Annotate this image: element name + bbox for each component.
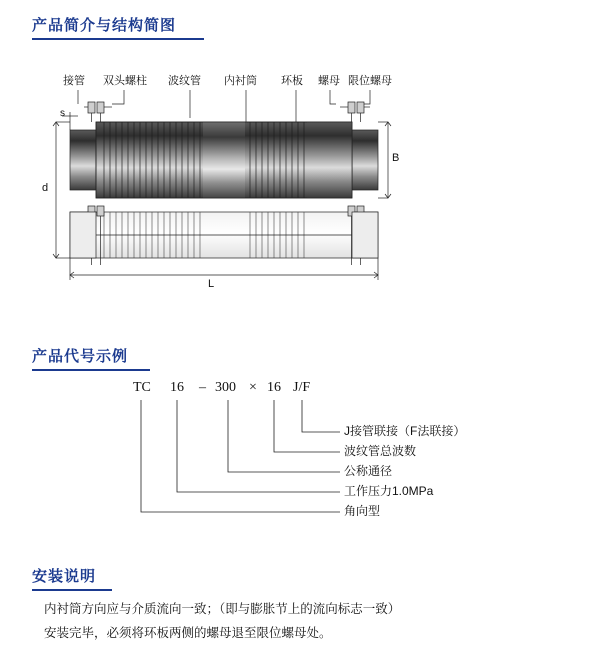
code-desc-wave-count: 波纹管总波数	[344, 444, 417, 458]
dimension-label-B: B	[392, 152, 400, 164]
structure-diagram-svg	[0, 60, 600, 310]
intro-title-rule	[32, 38, 204, 40]
code-token-jf: J/F	[293, 380, 311, 395]
code-token-pressure: 16	[170, 380, 184, 395]
code-token-waves: 16	[267, 380, 281, 395]
dimension-label-L: L	[208, 278, 215, 290]
code-token-tc: TC	[133, 380, 151, 395]
code-section-title: 产品代号示例	[32, 348, 129, 365]
install-note-2: 安装完毕，必须将环板两侧的螺母退至限位螺母处。	[44, 626, 332, 640]
code-token-times: ×	[249, 380, 257, 395]
install-note-1: 内衬筒方向应与介质流向一致；（即与膨胀节上的流向标志一致）	[44, 602, 401, 616]
dimension-label-s: s	[60, 108, 65, 119]
structure-diagram	[0, 60, 600, 310]
code-desc-working-pressure: 工作压力1.0MPa	[344, 484, 434, 498]
callout-label-bowenguan: 波纹管	[168, 75, 201, 87]
callout-label-huanban: 环板	[281, 75, 303, 87]
install-title-rule	[32, 589, 112, 591]
code-desc-connection: J接管联接（F法联接）	[344, 424, 466, 438]
callout-label-luomu: 螺母	[318, 75, 340, 87]
install-section-title: 安装说明	[32, 568, 97, 585]
product-code-diagram	[0, 370, 600, 540]
install-notes	[44, 600, 564, 648]
code-desc-type: 角向型	[344, 504, 381, 518]
callout-label-xianweiluomu: 限位螺母	[348, 75, 392, 87]
code-token-dash: –	[199, 380, 206, 395]
callout-label-shuangtouluozhu: 双头螺柱	[103, 75, 147, 87]
callout-label-jieguan: 接管	[63, 75, 85, 87]
code-token-dn: 300	[215, 380, 236, 395]
intro-section-title: 产品简介与结构简图	[32, 17, 177, 34]
callout-label-neichentong: 内衬筒	[224, 75, 257, 87]
code-desc-nominal-diameter: 公称通径	[344, 464, 393, 478]
dimension-label-d: d	[42, 182, 49, 194]
